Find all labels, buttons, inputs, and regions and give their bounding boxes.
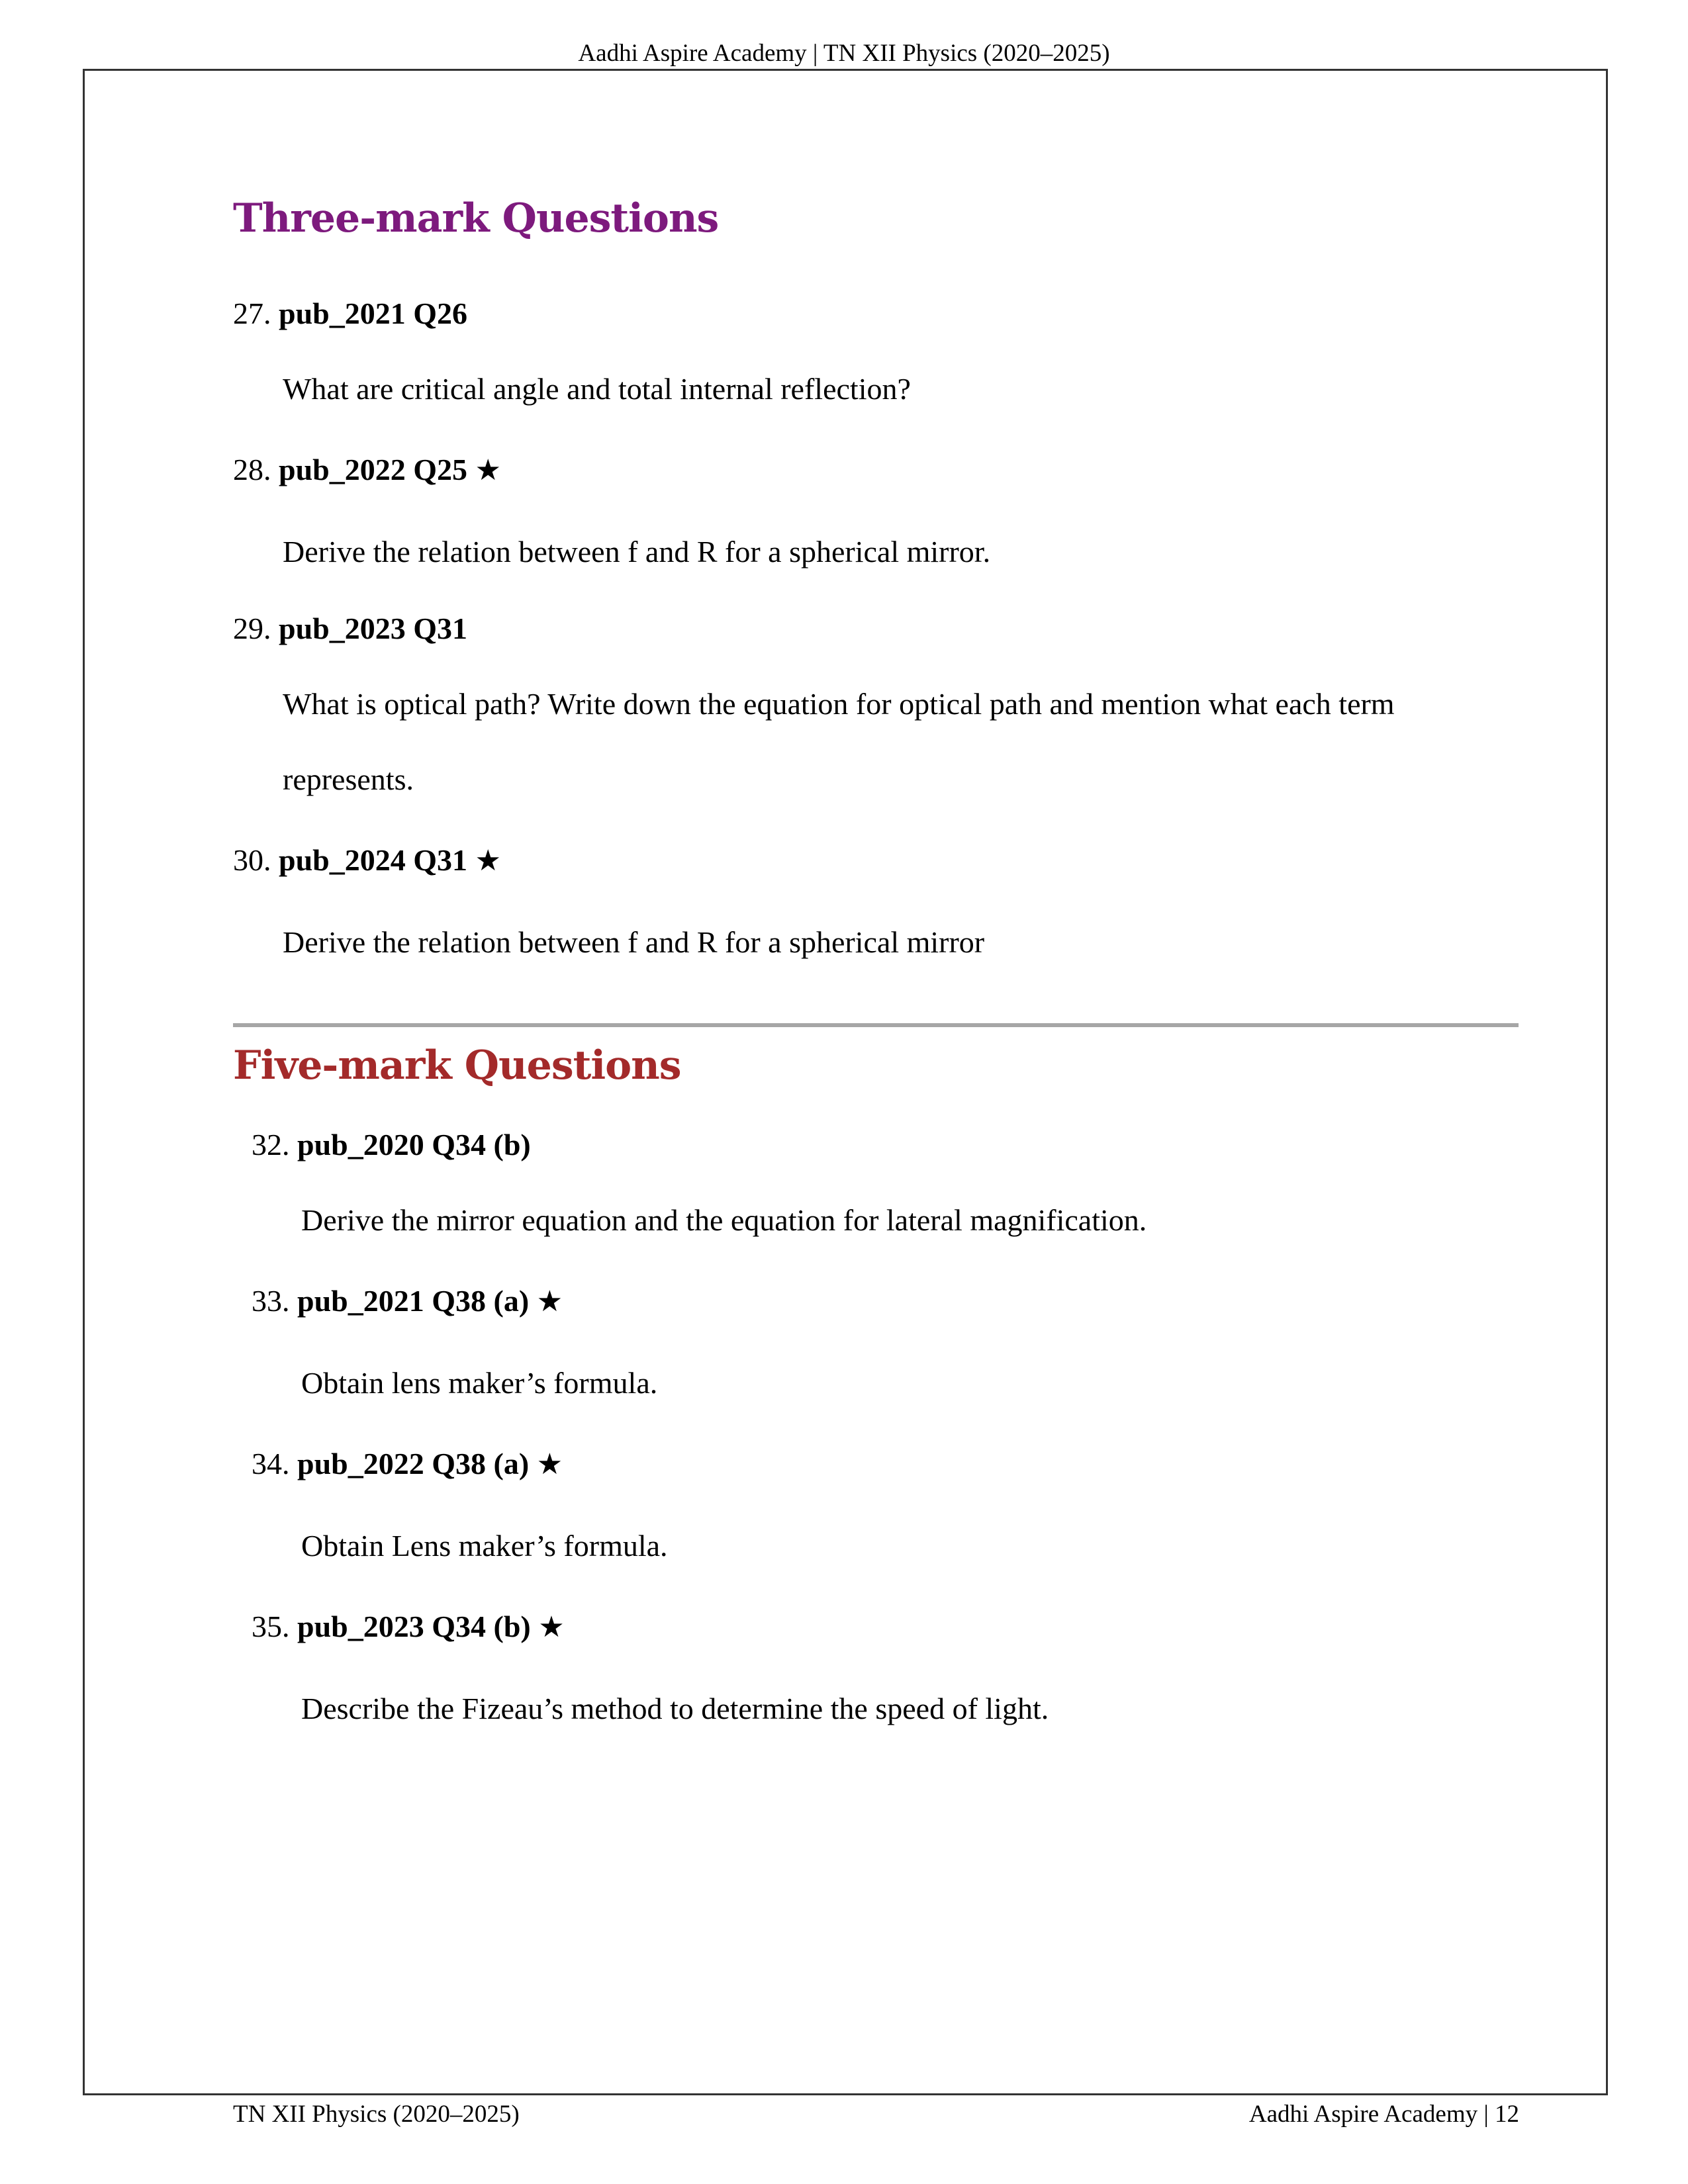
- question-reference: pub_2023 Q34 (b): [297, 1610, 531, 1643]
- question-text: Describe the Fizeau’s method to determine the speed of light.: [301, 1692, 1049, 1725]
- page-header: Aadhi Aspire Academy | TN XII Physics (2020–2025): [578, 40, 1110, 67]
- question-number: 27.: [233, 296, 271, 330]
- question-number: 35.: [252, 1610, 290, 1643]
- three-mark-section-title: Three-mark Questions: [233, 195, 719, 242]
- five-mark-section-title: Five-mark Questions: [233, 1042, 681, 1089]
- important-star-icon: ★: [475, 454, 501, 486]
- question-reference: pub_2023 Q31: [279, 612, 468, 645]
- question-text: What are critical angle and total internal reflection?: [283, 372, 911, 406]
- question-reference: pub_2022 Q25: [279, 453, 468, 486]
- section-divider: [233, 1023, 1519, 1027]
- question-text: Derive the mirror equation and the equation for lateral magnification.: [301, 1203, 1147, 1237]
- footer-left: TN XII Physics (2020–2025): [233, 2101, 520, 2128]
- question-number: 28.: [233, 453, 271, 486]
- question-reference: pub_2024 Q31: [279, 843, 468, 877]
- question-number: 34.: [252, 1447, 290, 1480]
- question-reference: pub_2022 Q38 (a): [297, 1447, 530, 1480]
- question-number: 30.: [233, 843, 271, 877]
- important-star-icon: ★: [536, 1285, 563, 1318]
- question-text: Obtain Lens maker’s formula.: [301, 1529, 668, 1563]
- question-number: 29.: [233, 612, 271, 645]
- question-text: Derive the relation between f and R for a spherical mirror.: [283, 535, 991, 569]
- important-star-icon: ★: [538, 1611, 565, 1643]
- important-star-icon: ★: [475, 844, 501, 877]
- question-heading: [233, 610, 467, 647]
- question-number: 33.: [252, 1284, 290, 1318]
- question-reference: pub_2020 Q34 (b): [297, 1128, 531, 1161]
- question-heading: [252, 1283, 563, 1320]
- question-heading: [252, 1445, 563, 1483]
- question-text: Derive the relation between f and R for a spherical mirror: [283, 925, 985, 959]
- question-text: Obtain lens maker’s formula.: [301, 1366, 658, 1400]
- important-star-icon: ★: [536, 1448, 563, 1480]
- question-heading: [233, 451, 501, 489]
- question-heading: [233, 842, 501, 880]
- question-reference: pub_2021 Q38 (a): [297, 1284, 530, 1318]
- question-text: What is optical path? Write down the equation for optical path and mention what each term: [283, 687, 1395, 721]
- question-heading: [252, 1126, 531, 1163]
- question-number: 32.: [252, 1128, 290, 1161]
- question-reference: pub_2021 Q26: [279, 296, 468, 330]
- question-text-continued: represents.: [283, 762, 414, 796]
- question-heading: [252, 1608, 565, 1646]
- question-heading: [233, 295, 467, 332]
- footer-right: Aadhi Aspire Academy | 12: [1248, 2101, 1519, 2128]
